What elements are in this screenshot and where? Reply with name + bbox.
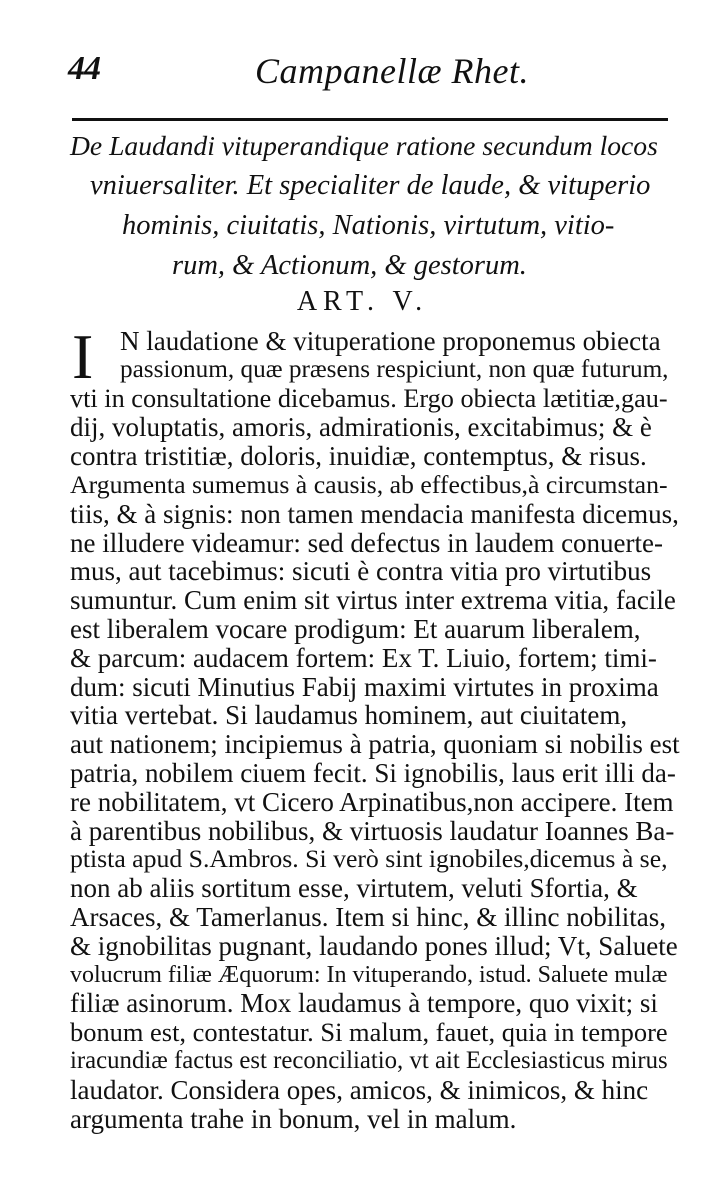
body-line: patria, nobilem ciuem fecit. Si ignobilis, laus erit illi da- [70,757,676,788]
body-line: non ab aliis sortitum esse, virtutem, veluti Sfortia, & [70,873,638,904]
body-line: passionum, quæ præsens respiciunt, non quæ futurum, [120,355,669,383]
running-title: Campanellæ Rhet. [255,51,529,91]
body-line: filiæ asinorum. Mox laudamus à tempore, quo vixit; si [70,988,658,1019]
body-line: & ignobilitas pugnant, laudando pones illud; Vt, Saluete [70,930,678,961]
body-line: laudator. Considera opes, amicos, & inimicos, & hinc [70,1074,649,1105]
body-line: vitia vertebat. Si laudamus hominem, aut ciuitatem, [70,700,628,731]
body-line: Arsaces, & Tamerlanus. Item si hinc, & illinc nobilitas, [70,901,666,932]
body-line: Argumenta sumemus à causis, ab effectibus,à circumstan- [70,469,668,499]
body-line: ne illudere videamur: sed defectus in laudem conuerte- [70,527,664,558]
heading-line: rum, & Actionum, & gestorum. [172,250,527,281]
body-line: mus, aut tacebimus: sicuti è contra vitia pro virtutibus [70,556,652,587]
body-line: & parcum: audacem fortem: Ex T. Liuio, fortem; timi- [70,642,657,673]
heading-line: vniuersaliter. Et specialiter de laude, & vituperio [90,170,651,201]
body-line: bonum est, contestatur. Si malum, fauet, quia in tempore [70,1017,668,1048]
body-line: sumuntur. Cum enim sit virtus inter extrema vitia, facile [70,585,676,616]
body-line: à parentibus nobilibus, & virtuosis laudatur Ioannes Ba- [70,815,675,846]
body-line: vti in consultatione dicebamus. Ergo obiecta lætitiæ,gau- [70,383,668,413]
heading-line: hominis, ciuitatis, Nationis, virtutum, vitio- [122,210,615,241]
drop-cap: I [72,321,94,392]
body-line: contra tristitiæ, doloris, inuidiæ, contemptus, & risus. [70,441,647,472]
body-line: argumenta trahe in bonum, vel in malum. [70,1103,517,1134]
body-line: aut nationem; incipiemus à patria, quoniam si nobilis est [70,729,680,760]
body-line: dum: sicuti Minutius Fabij maximi virtutes in proxima [70,671,659,702]
body-line: ptista apud S.Ambros. Si verò sint ignobiles,dicemus à se, [70,844,668,874]
page-number: 44 [68,50,100,87]
article-label: ART. V. [296,286,429,317]
body-line: tiis, & à signis: non tamen mendacia manifesta dicemus, [70,498,679,529]
body-line: iracundiæ factus est reconciliatio, vt ait Ecclesiasticus mirus [70,1046,668,1074]
body-line: est liberalem vocare prodigum: Et auarum liberalem, [70,613,641,644]
body-line: dij, voluptatis, amoris, admirationis, excitabimus; & è [70,412,652,443]
body-line: re nobilitatem, vt Cicero Arpinatibus,non accipere. Item [70,786,674,817]
header-rule [72,118,668,121]
body-line: N laudatione & vituperatione proponemus obiecta [120,326,661,356]
body-line: volucrum filiæ Æquorum: In vituperando, istud. Saluete mulæ [70,961,668,988]
body-text [70,321,680,1134]
heading-line: De Laudandi vituperandique ratione secundum locos [70,130,658,161]
section-heading [70,126,670,286]
